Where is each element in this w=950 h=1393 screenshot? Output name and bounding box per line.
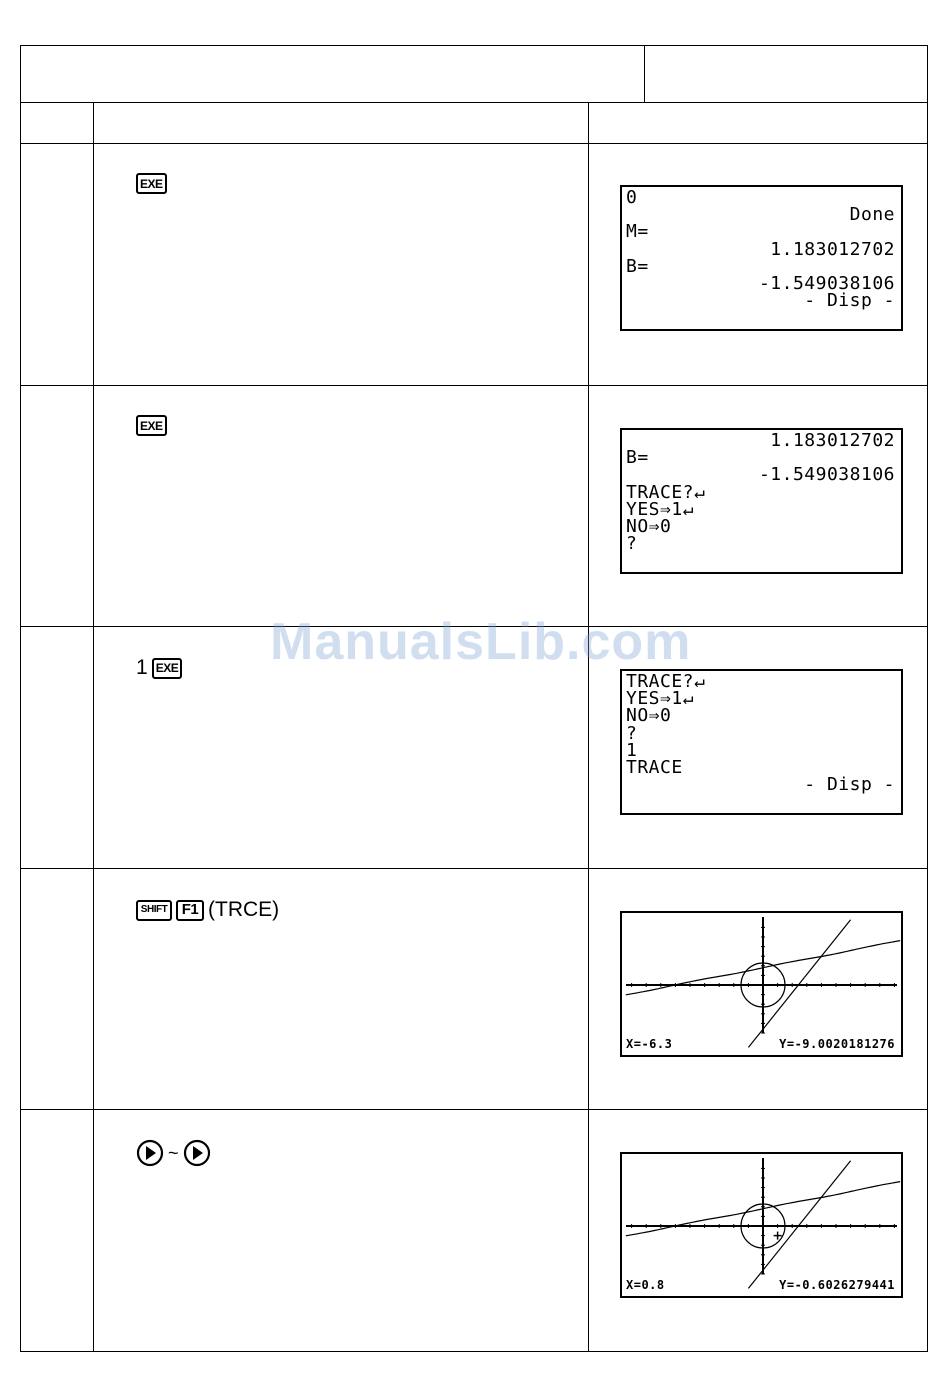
key-sequence <box>136 1139 211 1167</box>
key-sequence <box>136 415 167 436</box>
calculator-display <box>620 911 903 1057</box>
display-line: 0 <box>626 187 638 208</box>
display-line: B= <box>626 255 649 277</box>
right-triangle-glyph <box>146 1146 156 1160</box>
display-line: YES⇒1↵ <box>626 498 695 520</box>
f1-key[interactable]: F1 <box>176 900 204 921</box>
display-line: - Disp - <box>804 290 895 312</box>
row-divider <box>20 1109 928 1110</box>
trace-x-readout: X=0.8 <box>626 1278 665 1292</box>
row-divider <box>20 868 928 869</box>
step-column-divider <box>93 102 94 1352</box>
display-line: YES⇒1↵ <box>626 688 695 710</box>
graph-plot <box>622 913 901 1055</box>
key-sequence <box>136 173 167 194</box>
right-triangle-glyph <box>193 1146 203 1160</box>
watermark: ManualsLib.com <box>270 613 692 671</box>
display-line: ? <box>626 533 638 555</box>
display-line: TRACE?↵ <box>626 671 706 692</box>
trace-x-readout: X=-6.3 <box>626 1037 673 1051</box>
display-line: -1.549038106 <box>758 273 895 294</box>
shift-key[interactable]: SHIFT <box>136 900 172 921</box>
display-column-divider <box>588 102 589 1352</box>
trace-y-readout: Y=-0.6026279441 <box>779 1278 895 1292</box>
header-divider <box>20 143 928 144</box>
header-divider <box>20 102 928 103</box>
display-line: B= <box>626 447 649 469</box>
row-divider <box>20 385 928 386</box>
right-arrow-icon[interactable] <box>136 1139 164 1167</box>
display-line: 1 <box>626 739 638 761</box>
key-sequence <box>136 898 279 922</box>
display-line: Done <box>849 204 895 226</box>
key-function-label: (TRCE) <box>208 898 280 921</box>
key-1[interactable]: 1 <box>136 656 148 679</box>
display-line: TRACE <box>626 757 683 778</box>
calculator-display <box>620 185 903 331</box>
right-arrow-icon[interactable] <box>183 1139 211 1167</box>
exe-key[interactable]: EXE <box>136 173 167 194</box>
display-line: 1.183012702 <box>770 430 895 451</box>
title-column-divider <box>644 45 645 102</box>
calculator-display <box>620 669 903 815</box>
display-line: -1.549038106 <box>758 464 895 486</box>
display-line: - Disp - <box>804 774 895 796</box>
trace-y-readout: Y=-9.0020181276 <box>779 1037 895 1051</box>
graph-plot <box>622 1154 901 1296</box>
calculator-display <box>620 1152 903 1298</box>
calculator-display <box>620 428 903 574</box>
exe-key[interactable]: EXE <box>136 415 167 436</box>
display-line: TRACE?↵ <box>626 481 706 503</box>
display-line: 1.183012702 <box>770 238 895 260</box>
key-sequence <box>136 656 182 680</box>
display-line: M= <box>626 221 649 243</box>
display-line: NO⇒0 <box>626 705 672 727</box>
display-line: ? <box>626 722 638 744</box>
range-separator: ~ <box>168 1143 179 1163</box>
exe-key[interactable]: EXE <box>152 658 183 679</box>
display-line: NO⇒0 <box>626 516 672 537</box>
